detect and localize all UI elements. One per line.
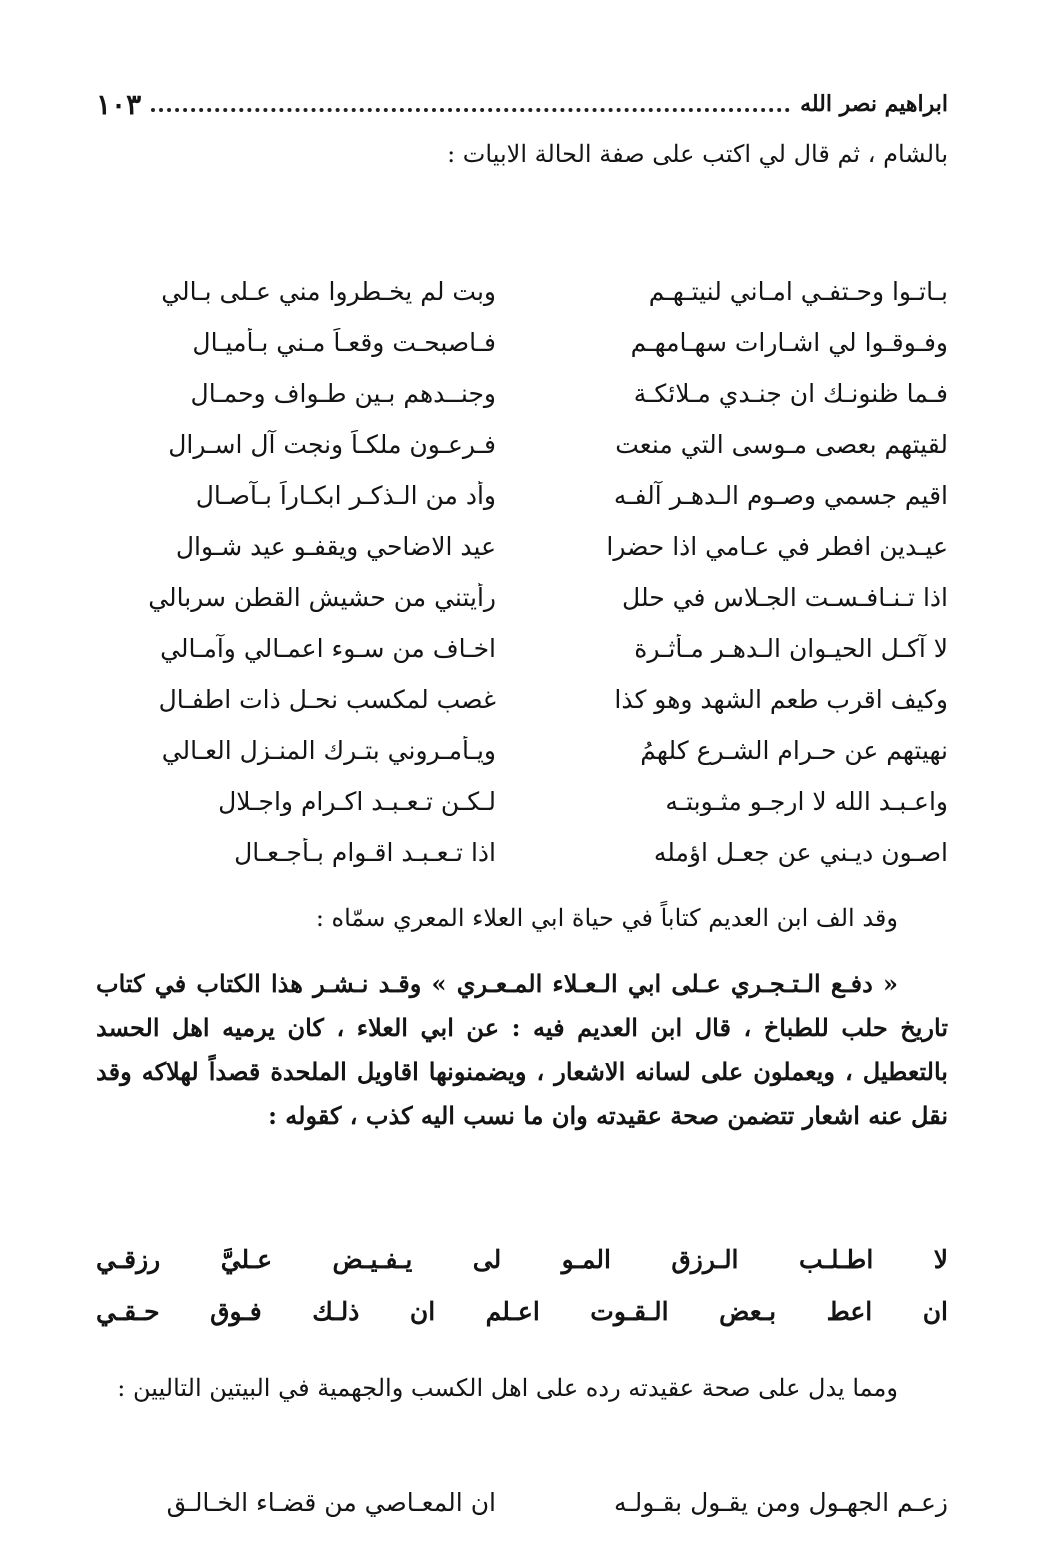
- verse-left-hemistich: وجنــدهم بـين طـواف وحمـال: [190, 379, 496, 408]
- paragraph-book-intro: وقد الف ابن العديم كتاباً في حياة ابي العلاء المعري سمّاه :: [315, 904, 898, 932]
- verse-line: [96, 827, 948, 878]
- verse-left-hemistich: ان المعـاصي من قضـاء الخـالـق: [166, 1487, 496, 1517]
- verse-left-hemistich: غصب لمكسب نحـل ذات اطفـال: [158, 685, 496, 714]
- poem: [96, 266, 948, 878]
- paragraph-book-description: « دفـع الـتـجـري عـلى ابي الـعـلاء المـعـري » وقـد نـشـر هذا الكتاب في كتاب تاريخ حلب للطباخ ، قال ابن العديم فيه : عن ابي العلاء ، كان يرميه اهل الحسد بالتعطيل ، ويعملون على لسانه الاشعار ، ويضمنونها اقاويل الملحدة قصداً لهلاكه وقد نقل عنه اشعار تتضمن صحة عقيدته وان ما نسب اليه كذب ، كقوله :: [96, 969, 948, 1130]
- verse-line: [96, 776, 948, 827]
- header-dot-leader: [151, 108, 790, 112]
- verse-right-hemistich: عيـدين افطر في عـامي اذا حضرا: [606, 532, 948, 561]
- verse-right-hemistich: بـاتـوا وحـتفـي امـاني لنيتـهـم: [648, 277, 948, 306]
- verse-right-hemistich: فـما ظنونـك ان جنـدي مـلائكـة: [633, 379, 948, 408]
- verse-right-hemistich: اقيم جسمي وصـوم الـدهـر آلفـه: [613, 481, 948, 510]
- verse-left-hemistich: وأد من الـذكـر ابكـاراً بـآصـال: [195, 481, 496, 510]
- verse-line: [96, 266, 948, 317]
- verse-right-hemistich: لقيتهم بعصى مـوسى التي منعت: [615, 430, 948, 459]
- verse-line: [96, 725, 948, 776]
- verse-left-hemistich: فـاصبحـت وقعـاً مـني بـأميـال: [192, 328, 496, 357]
- author-name: ابراهيم نصر الله: [800, 91, 948, 117]
- verse-right-hemistich: لا آكـل الحيـوان الـدهـر مـأثـرة: [634, 634, 948, 663]
- verse-left-hemistich: رأيتني من حشيش القطن سربالي: [148, 583, 496, 612]
- verse-left-hemistich: اذا تـعـبـد اقـوام بـأجـعـال: [234, 838, 496, 867]
- verse-line: [96, 572, 948, 623]
- verse-left-hemistich: لـكـن تـعـبـد اكـرام واجـلال: [218, 787, 496, 816]
- short-verse-line-1: لا اطـلـب الـرزق المـو لى يـفـيـض عـليَّ رزقـي: [96, 1245, 948, 1274]
- document-page: [96, 70, 948, 1517]
- verse-left-hemistich: اخـاف من سـوء اعمـالي وآمـالي: [160, 634, 496, 663]
- verse-line: [96, 674, 948, 725]
- short-verse-line-2: ان اعط بـعض الـقـوت اعـلم ان ذلـك فـوق حـقـي: [96, 1297, 948, 1326]
- running-header: [96, 84, 948, 124]
- page-number: ١٠٣: [96, 87, 142, 121]
- verse-right-hemistich: اذا تـنـافـسـت الجـلاس في حلل: [622, 583, 948, 612]
- verse-left-hemistich: ويـأمـروني بتـرك المنـزل العـالي: [161, 736, 496, 765]
- intro-line: بالشام ، ثم قال لي اكتب على صفة الحالة الابيات :: [447, 140, 948, 168]
- verse-right-hemistich: اصـون ديـني عن جعـل اؤمله: [653, 838, 948, 867]
- verse-line: [96, 470, 948, 521]
- verse-left-hemistich: وبت لم يخـطروا مني عـلى بـالي: [161, 277, 496, 306]
- verse-line: [96, 317, 948, 368]
- verse-right-hemistich: زعـم الجهـول ومن يقـول بقـولـه: [613, 1487, 948, 1517]
- verse-line: [96, 623, 948, 674]
- verse-line: [96, 368, 948, 419]
- verse-right-hemistich: واعـبـد الله لا ارجـو مثـوبتـه: [665, 787, 948, 816]
- verse-line: [96, 419, 948, 470]
- paragraph-doctrine: ومما يدل على صحة عقيدته رده على اهل الكسب والجهمية في البيتين التاليين :: [117, 1374, 898, 1402]
- final-verse-line: [96, 1478, 948, 1526]
- verse-left-hemistich: عيد الاضاحي ويقفـو عيد شـوال: [175, 532, 496, 561]
- verse-right-hemistich: وكيف اقرب طعم الشهد وهو كذا: [614, 685, 948, 714]
- verse-right-hemistich: نهيتهم عن حـرام الشـرع كلهمُ: [640, 736, 948, 765]
- verse-line: [96, 521, 948, 572]
- verse-left-hemistich: فـرعـون ملكـاً ونجت آل اسـرال: [168, 430, 496, 459]
- verse-right-hemistich: وفـوقـوا لي اشـارات سهـامهـم: [630, 328, 948, 357]
